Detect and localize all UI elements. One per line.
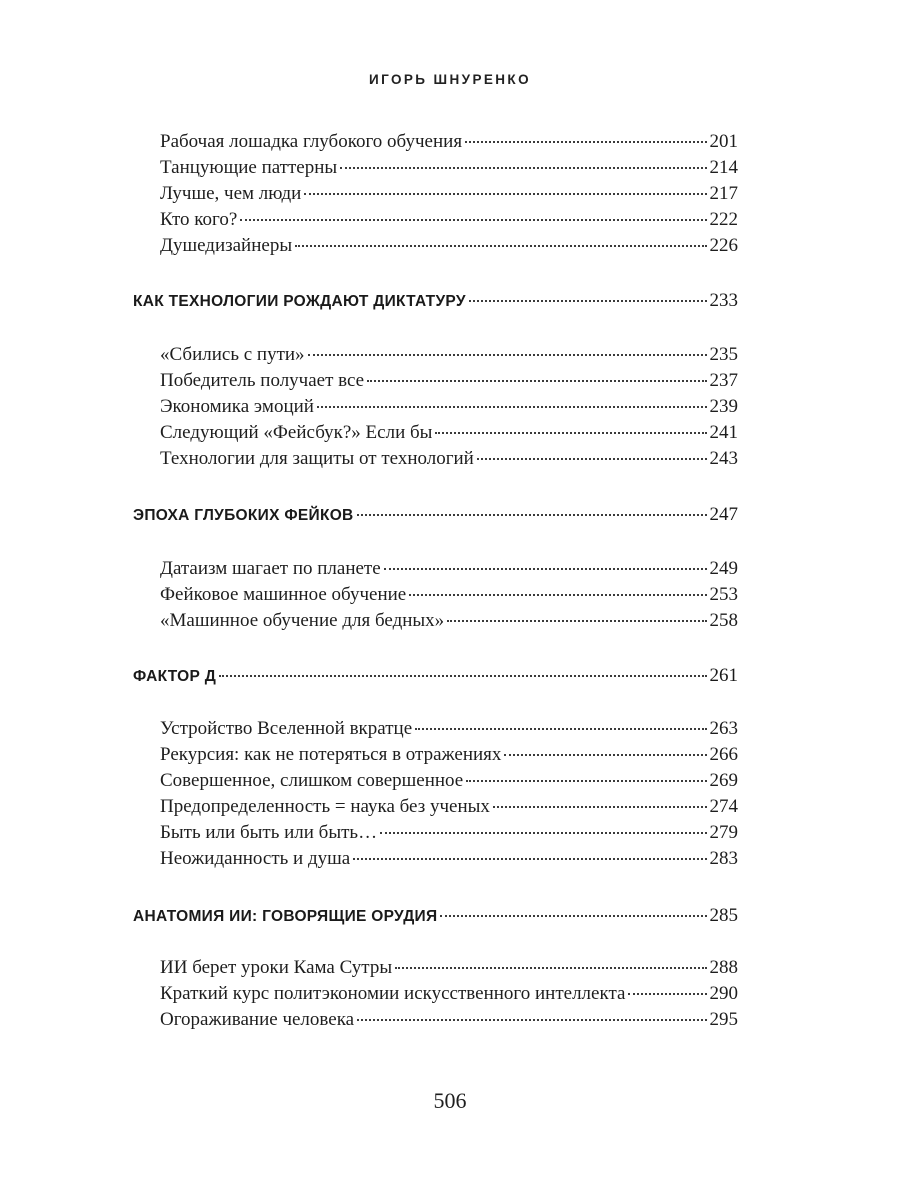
toc-entry — [0, 584, 900, 610]
running-head: ИГОРЬ ШНУРЕНКО — [369, 72, 531, 87]
toc-chapter-title: АНАТОМИЯ ИИ: ГОВОРЯЩИЕ ОРУДИЯ — [133, 908, 438, 925]
dot-leader — [415, 728, 706, 730]
toc-entry-page: 295 — [709, 1009, 738, 1030]
toc-entry-page: 263 — [709, 718, 738, 739]
toc-entry — [0, 957, 900, 983]
dot-leader — [435, 432, 706, 434]
toc-entry-page: 249 — [709, 558, 738, 579]
toc-chapter-title: КАК ТЕХНОЛОГИИ РОЖДАЮТ ДИКТАТУРУ — [133, 293, 466, 310]
toc-entry-title: Душедизайнеры — [160, 235, 293, 256]
toc-entry-page: 279 — [709, 822, 738, 843]
toc-entry — [0, 558, 900, 584]
toc-entry-title: Совершенное, слишком совершенное — [160, 770, 464, 791]
toc-entry-title: Датаизм шагает по планете — [160, 558, 381, 579]
toc-chapter — [0, 665, 900, 691]
toc-entry-title: Технологии для защиты от технологий — [160, 448, 474, 469]
toc-entry-title: Следующий «Фейсбук?» Если бы — [160, 422, 433, 443]
toc-entry-title: Устройство Вселенной вкратце — [160, 718, 413, 739]
dot-leader — [357, 1019, 706, 1021]
dot-leader — [466, 780, 706, 782]
toc-entry-title: «Сбились с пути» — [160, 344, 305, 365]
dot-leader — [304, 193, 706, 195]
toc-entry-title: Быть или быть или быть… — [160, 822, 378, 843]
dot-leader — [469, 300, 707, 302]
toc-entry-title: Экономика эмоций — [160, 396, 314, 417]
toc-entry-page: 239 — [709, 396, 738, 417]
dot-leader — [504, 754, 706, 756]
dot-leader — [240, 219, 706, 221]
toc-entry-page: 269 — [709, 770, 738, 791]
toc-chapter-page: 247 — [709, 504, 738, 525]
toc-entry — [0, 744, 900, 770]
toc-chapter-title: ЭПОХА ГЛУБОКИХ ФЕЙКОВ — [133, 507, 354, 524]
toc-chapter-title: ФАКТОР Д — [133, 668, 217, 685]
dot-leader — [384, 568, 707, 570]
toc-entry-title: Кто кого? — [160, 209, 238, 230]
toc-entry-page: 214 — [709, 157, 738, 178]
toc-entry-page: 217 — [709, 183, 738, 204]
toc-chapter — [0, 905, 900, 931]
dot-leader — [493, 806, 707, 808]
dot-leader — [353, 858, 706, 860]
toc-entry — [0, 983, 900, 1009]
toc-entry-title: Танцующие паттерны — [160, 157, 338, 178]
toc-entry — [0, 610, 900, 636]
toc-entry-page: 253 — [709, 584, 738, 605]
dot-leader — [340, 167, 706, 169]
dot-leader — [628, 993, 706, 995]
toc-chapter-page: 233 — [709, 290, 738, 311]
toc-entry-page: 235 — [709, 344, 738, 365]
toc-entry — [0, 822, 900, 848]
toc-entry-page: 222 — [709, 209, 738, 230]
toc-entry-page: 243 — [709, 448, 738, 469]
toc-entry-title: Победитель получает все — [160, 370, 365, 391]
dot-leader — [308, 354, 707, 356]
toc-entry — [0, 370, 900, 396]
dot-leader — [465, 141, 706, 143]
toc-entry — [0, 209, 900, 235]
toc-entry-title: ИИ берет уроки Кама Сутры — [160, 957, 393, 978]
toc-entry — [0, 448, 900, 474]
dot-leader — [367, 380, 706, 382]
toc-entry — [0, 718, 900, 744]
page-number: 506 — [433, 1088, 467, 1113]
toc-entry-page: 266 — [709, 744, 738, 765]
dot-leader — [317, 406, 707, 408]
dot-leader — [440, 915, 706, 917]
toc-entry — [0, 396, 900, 422]
dot-leader — [395, 967, 706, 969]
toc-entry — [0, 1009, 900, 1035]
toc-entry-title: Фейковое машинное обучение — [160, 584, 407, 605]
toc-chapter — [0, 504, 900, 530]
toc-entry-title: Рекурсия: как не потеряться в отражениях — [160, 744, 502, 765]
toc-entry — [0, 422, 900, 448]
toc-entry-page: 283 — [709, 848, 738, 869]
toc-entry-title: Неожиданность и душа — [160, 848, 351, 869]
toc-entry-title: Лучше, чем люди — [160, 183, 302, 204]
toc-chapter-page: 261 — [709, 665, 738, 686]
toc-entry — [0, 344, 900, 370]
toc-entry-page: 201 — [709, 131, 738, 152]
toc-entry — [0, 183, 900, 209]
toc-entry — [0, 235, 900, 261]
toc-entry — [0, 131, 900, 157]
dot-leader — [409, 594, 706, 596]
toc-entry-page: 226 — [709, 235, 738, 256]
toc-entry-page: 237 — [709, 370, 738, 391]
dot-leader — [447, 620, 706, 622]
toc-entry-title: «Машинное обучение для бедных» — [160, 610, 445, 631]
toc-entry-page: 241 — [709, 422, 738, 443]
toc-chapter-page: 285 — [709, 905, 738, 926]
dot-leader — [295, 245, 706, 247]
toc-chapter — [0, 290, 900, 316]
dot-leader — [357, 514, 707, 516]
toc-entry-page: 258 — [709, 610, 738, 631]
toc-entry-page: 288 — [709, 957, 738, 978]
toc-entry — [0, 770, 900, 796]
toc-entry-page: 274 — [709, 796, 738, 817]
dot-leader — [219, 675, 706, 677]
toc-entry-title: Предопределенность = наука без ученых — [160, 796, 490, 817]
dot-leader — [477, 458, 707, 460]
toc-entry-title: Краткий курс политэкономии искусственного интеллекта — [160, 983, 626, 1004]
toc-entry — [0, 157, 900, 183]
toc-entry-title: Рабочая лошадка глубокого обучения — [160, 131, 463, 152]
toc-entry — [0, 848, 900, 874]
toc-entry — [0, 796, 900, 822]
toc-entry-page: 290 — [709, 983, 738, 1004]
toc-entry-title: Огораживание человека — [160, 1009, 355, 1030]
dot-leader — [380, 832, 706, 834]
